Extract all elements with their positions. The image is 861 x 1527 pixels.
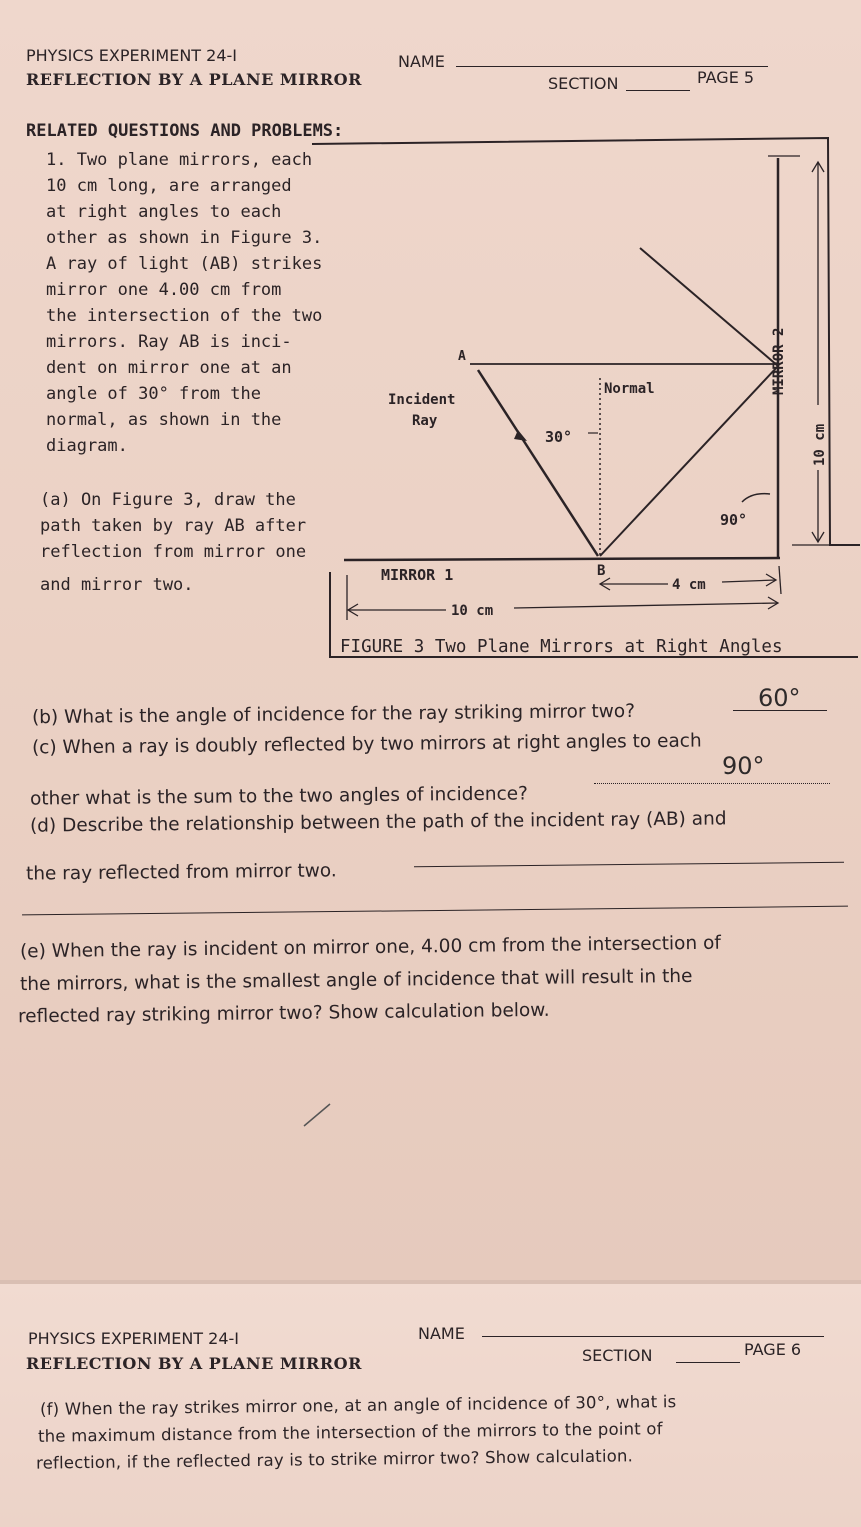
experiment-title: PHYSICS EXPERIMENT 24-I	[26, 46, 237, 65]
question-a-line: reflection from mirror one	[40, 542, 307, 562]
angle-90-arc	[742, 494, 770, 502]
name-field[interactable]	[482, 1336, 824, 1337]
question-a-line: and mirror two.	[40, 575, 194, 595]
mirror-1-line	[344, 558, 780, 560]
question-1-line: dent on mirror one at an	[46, 358, 292, 378]
page-number: PAGE 5	[697, 68, 755, 87]
incident-ray-ab	[478, 370, 598, 556]
incident-ray-label: Incident	[388, 392, 456, 408]
name-label: NAME	[418, 1324, 465, 1343]
mirror-2-label: MIRROR 2	[771, 327, 787, 395]
question-c-line-1: (c) When a ray is doubly reflected by two mirrors at right angles to each	[31, 730, 702, 759]
question-1-line: 10 cm long, are arranged	[46, 176, 292, 196]
question-f-line: (f) When the ray strikes mirror one, at an angle of incidence of 30°, what is	[39, 1392, 677, 1419]
question-b-answer: 60°	[758, 684, 801, 712]
reflected-ray-mirror2	[640, 248, 778, 366]
incident-ray-label: Ray	[412, 413, 438, 429]
label-a: A	[458, 349, 466, 364]
question-1-line: 1. Two plane mirrors, each	[46, 150, 313, 170]
worksheet-title: REFLECTION BY A PLANE MIRROR	[26, 70, 362, 89]
question-e-line: reflected ray striking mirror two? Show calculation below.	[17, 999, 550, 1028]
pencil-mark	[300, 1100, 340, 1130]
label-b: B	[597, 563, 606, 579]
incident-ray-arrow	[514, 430, 527, 441]
dim-4cm-line-right	[722, 580, 776, 582]
dim-vert-label: 10 cm	[812, 423, 828, 466]
question-e-line: the mirrors, what is the smallest angle of incidence that will result in the	[19, 965, 693, 996]
figure-3-diagram[interactable]	[0, 0, 861, 680]
question-1-line: at right angles to each	[46, 202, 282, 222]
question-a-line: (a) On Figure 3, draw the	[40, 490, 296, 510]
question-1-line: normal, as shown in the	[46, 410, 282, 430]
section-label: SECTION	[548, 74, 619, 93]
question-a-line: path taken by ray AB after	[40, 516, 307, 536]
page-number: PAGE 6	[744, 1340, 802, 1359]
dim-10cm-label: 10 cm	[451, 603, 494, 619]
question-1-line: other as shown in Figure 3.	[46, 228, 323, 248]
question-c-answer: 90°	[722, 752, 765, 780]
worksheet-page-6	[0, 1284, 861, 1527]
question-c-line-2: other what is the sum to the two angles of incidence?	[29, 783, 529, 810]
question-c-answer-field[interactable]	[594, 783, 830, 784]
question-1-line: angle of 30° from the	[46, 384, 261, 404]
angle-90-label: 90°	[720, 511, 748, 529]
question-d-line-2: the ray reflected from mirror two.	[25, 860, 337, 885]
dim-4cm-end-tick	[779, 566, 781, 594]
related-questions-heading: RELATED QUESTIONS AND PROBLEMS:	[26, 121, 344, 141]
calculation-area[interactable]	[0, 1040, 861, 1270]
figure-caption: FIGURE 3 Two Plane Mirrors at Right Angles	[340, 637, 783, 657]
experiment-title: PHYSICS EXPERIMENT 24-I	[28, 1329, 239, 1348]
question-f-line: the maximum distance from the intersection of the mirrors to the point of	[37, 1419, 663, 1446]
question-e-line: (e) When the ray is incident on mirror one, 4.00 cm from the intersection of	[19, 932, 721, 963]
question-d-answer-field-1[interactable]	[414, 862, 844, 868]
question-d-line-1: (d) Describe the relationship between the path of the incident ray (AB) and	[29, 808, 727, 837]
question-f-line: reflection, if the reflected ray is to strike mirror two? Show calculation.	[35, 1446, 634, 1473]
worksheet-title: REFLECTION BY A PLANE MIRROR	[26, 1354, 362, 1373]
normal-label: Normal	[604, 381, 655, 397]
dim-4cm-label: 4 cm	[672, 577, 706, 593]
mirror-1-label: MIRROR 1	[381, 566, 454, 584]
dim-10cm-line-right	[514, 603, 778, 608]
section-label: SECTION	[582, 1346, 653, 1365]
question-1-line: mirror one 4.00 cm from	[46, 280, 282, 300]
question-1-line: A ray of light (AB) strikes	[46, 254, 323, 274]
question-1-line: diagram.	[46, 436, 128, 456]
question-1-line: the intersection of the two	[46, 306, 323, 326]
question-d-answer-field-2[interactable]	[22, 906, 848, 916]
question-1-line: mirrors. Ray AB is inci-	[46, 332, 292, 352]
section-field[interactable]	[676, 1362, 740, 1363]
angle-30-label: 30°	[545, 428, 573, 446]
name-label: NAME	[398, 52, 445, 71]
question-b: (b) What is the angle of incidence for the ray striking mirror two?	[31, 700, 636, 729]
